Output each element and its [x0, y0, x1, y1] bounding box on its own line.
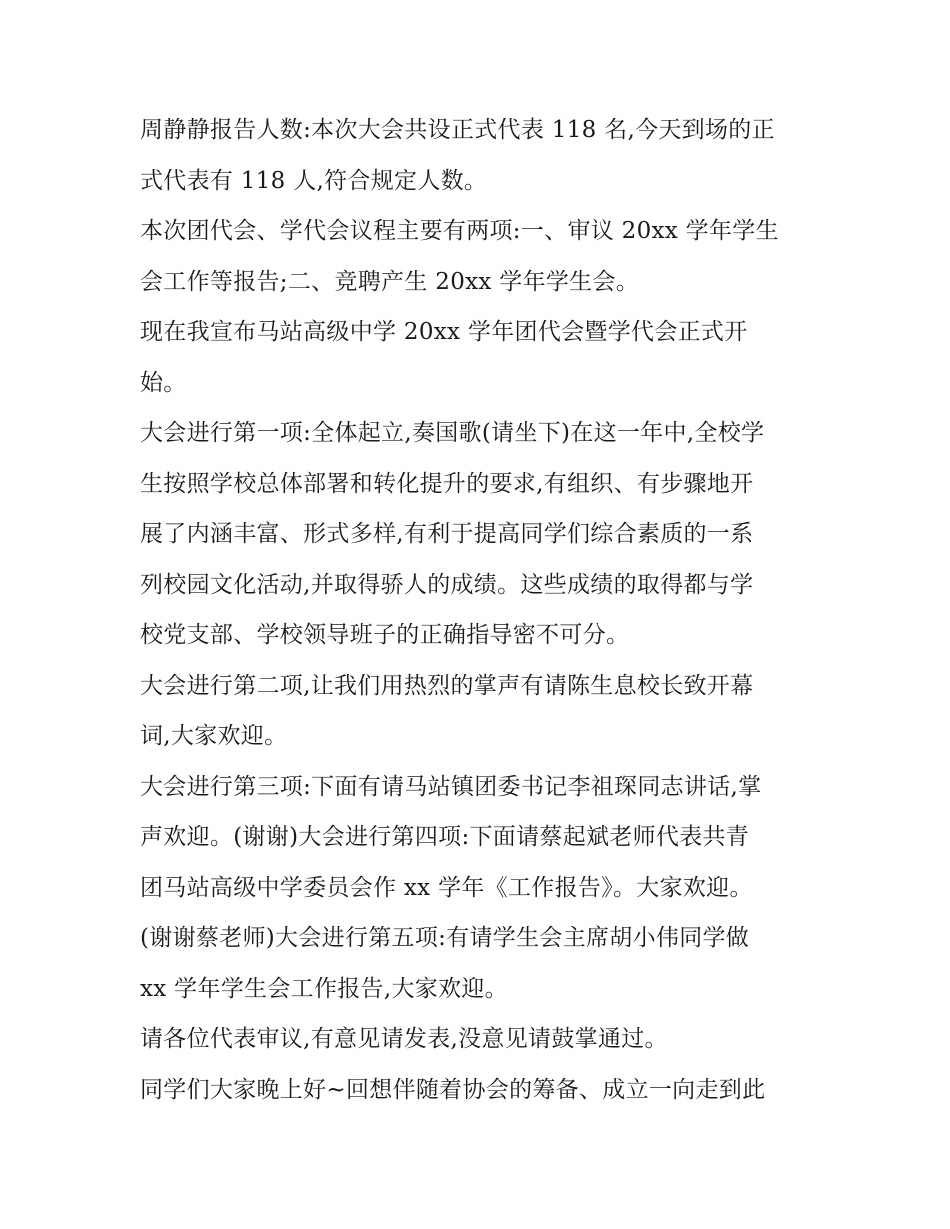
paragraph-items-three-to-five	[140, 762, 810, 1015]
text-line: 团马站高级中学委员会作 xx 学年《工作报告》。大家欢迎。	[140, 874, 753, 901]
text-line: 展了内涵丰富、形式多样,有利于提高同学们综合素质的一系	[140, 521, 754, 547]
text-line: 始。	[140, 369, 187, 396]
text-line: 大会进行第二项,让我们用热烈的掌声有请陈生息校长致开幕	[140, 672, 754, 699]
text-line: xx 学年学生会工作报告,大家欢迎。	[140, 975, 508, 1002]
text-line: 周静静报告人数:本次大会共设正式代表 118 名,今天到场的正	[140, 117, 775, 143]
text-line: 声欢迎。(谢谢)大会进行第四项:下面请蔡起斌老师代表共青	[140, 824, 750, 850]
paragraph-agenda	[140, 206, 810, 307]
text-line: 会工作等报告;二、竞聘产生 20xx 学年学生会。	[140, 268, 640, 295]
text-line: 词,大家欢迎。	[140, 723, 288, 749]
text-line: 列校园文化活动,并取得骄人的成绩。这些成绩的取得都与学	[140, 571, 754, 598]
paragraph-attendance-report	[140, 105, 810, 206]
text-line: 大会进行第三项:下面有请马站镇团委书记李祖琛同志讲话,掌	[140, 773, 762, 800]
text-line: 生按照学校总体部署和转化提升的要求,有组织、有步骤地开	[140, 470, 754, 497]
paragraph-review-request	[140, 1014, 810, 1065]
text-line: 校党支部、学校领导班子的正确指导密不可分。	[140, 622, 630, 648]
text-line: 大会进行第一项:全体起立,奏国歌(请坐下)在这一年中,全校学	[140, 420, 765, 446]
paragraph-item-one	[140, 408, 810, 661]
text-line: 式代表有 118 人,符合规定人数。	[140, 167, 488, 194]
text-line: (谢谢蔡老师)大会进行第五项:有请学生会主席胡小伟同学做	[140, 925, 750, 951]
text-line: 同学们大家晚上好~回想伴随着协会的筹备、成立一向走到此	[140, 1076, 766, 1103]
paragraph-item-two	[140, 661, 810, 762]
text-line: 现在我宣布马站高级中学 20xx 学年团代会暨学代会正式开	[140, 319, 748, 345]
text-line: 本次团代会、学代会议程主要有两项:一、审议 20xx 学年学生	[140, 218, 779, 244]
paragraph-greeting	[140, 1065, 810, 1116]
paragraph-opening-announcement	[140, 307, 810, 408]
document-body	[140, 105, 810, 1115]
text-line: 请各位代表审议,有意见请发表,没意见请鼓掌通过。	[140, 1026, 668, 1052]
